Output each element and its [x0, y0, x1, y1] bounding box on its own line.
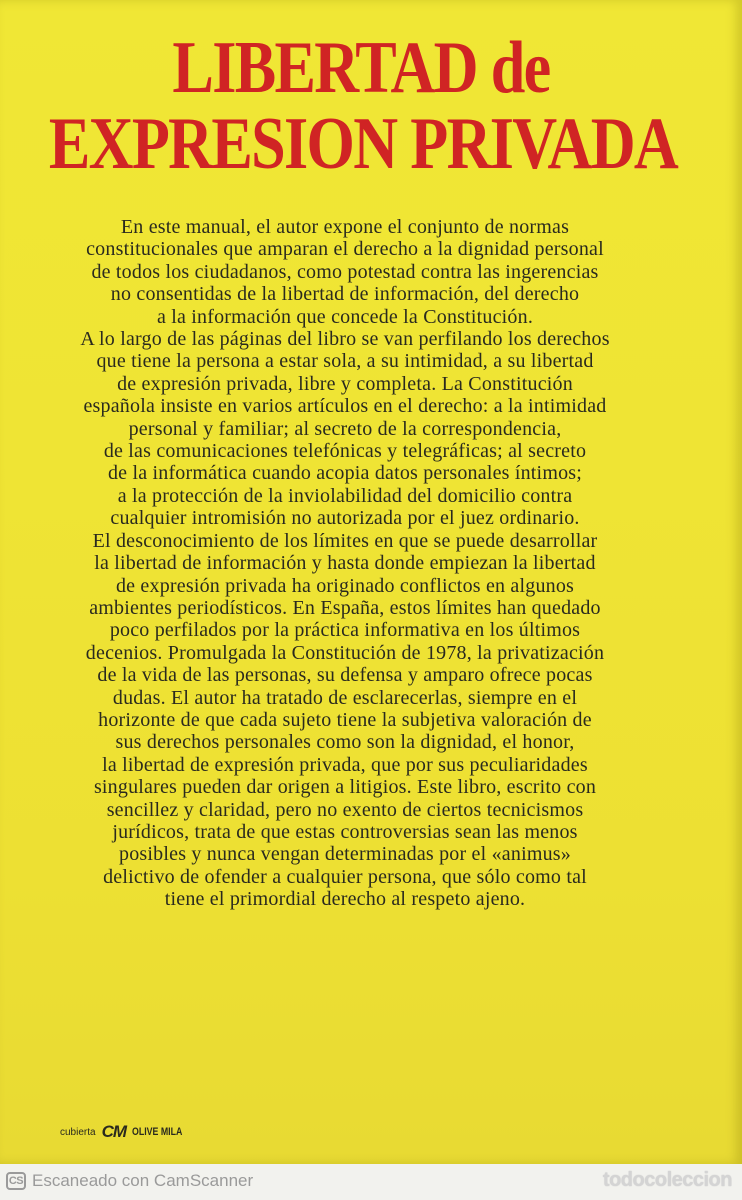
designer-logo: CM	[101, 1122, 127, 1141]
camscanner-text: Escaneado con CamScanner	[32, 1171, 254, 1190]
blurb-line: poco perfilados por la práctica informativa en los últimos	[109, 619, 581, 642]
designer-name: OLIVE MILA	[132, 1126, 183, 1138]
blurb-line: El desconocimiento de los límites en que se puede desarrollar	[92, 529, 598, 552]
blurb-line: a la protección de la inviolabilidad del domicilio contra	[117, 484, 573, 507]
blurb-line: En este manual, el autor expone el conjunto de normas	[120, 216, 570, 238]
blurb-line: española insiste en varios artículos en el derecho: a la intimidad	[83, 395, 607, 418]
blurb-line: A lo largo de las páginas del libro se van perfilando los derechos	[80, 328, 610, 351]
blurb-line: de todos los ciudadanos, como potestad contra las ingerencias	[91, 260, 599, 283]
blurb-line: singulares pueden dar origen a litigios. Este libro, escrito con	[93, 776, 597, 799]
blurb-text	[20, 216, 670, 911]
blurb-line: ambientes periodísticos. En España, estos límites han quedado	[89, 596, 601, 619]
blurb-line: que tiene la persona a estar sola, a su intimidad, a su libertad	[96, 350, 594, 373]
blurb-line: de la vida de las personas, su defensa y amparo ofrece pocas	[97, 664, 593, 687]
cover-credit	[60, 1122, 195, 1142]
blurb-line: la libertad de expresión privada, que por sus peculiaridades	[102, 753, 588, 776]
camscanner-icon: CS	[6, 1172, 26, 1190]
blurb-line: constitucionales que amparan el derecho a la dignidad personal	[86, 238, 604, 261]
title-line-2: EXPRESION PRIVADA	[48, 103, 678, 185]
blurb-line: de las comunicaciones telefónicas y telegráficas; al secreto	[103, 440, 587, 463]
blurb-line: jurídicos, trata de que estas controversias sean las menos	[112, 820, 578, 843]
blurb-line: de la informática cuando acopia datos personales íntimos;	[107, 462, 583, 485]
credit-label: cubierta	[60, 1126, 96, 1138]
blurb-line: sencillez y claridad, pero no exento de ciertos tecnicismos	[106, 798, 584, 821]
blurb-line: cualquier intromisión no autorizada por el juez ordinario.	[110, 507, 580, 530]
blurb-line: de expresión privada, libre y completa. La Constitución	[117, 372, 573, 395]
blurb-line: personal y familiar; al secreto de la correspondencia,	[128, 417, 562, 440]
blurb-line: no consentidas de la libertad de información, del derecho	[110, 283, 580, 306]
blurb-line: a la información que concede la Constitución.	[156, 305, 534, 328]
blurb-line: tiene el primordial derecho al respeto ajeno.	[164, 888, 526, 911]
blurb-line: sus derechos personales como son la dignidad, el honor,	[115, 731, 575, 754]
blurb-line: dudas. El autor ha tratado de esclarecerlas, siempre en el	[112, 686, 578, 709]
book-title	[0, 27, 742, 185]
blurb-line: horizonte de que cada sujeto tiene la subjetiva valoración de	[98, 708, 592, 731]
blurb-line: delictivo de ofender a cualquier persona, que sólo como tal	[103, 865, 587, 888]
blurb-line: posibles y nunca vengan determinadas por el «animus»	[119, 843, 571, 866]
blurb-line: decenios. Promulgada la Constitución de 1978, la privatización	[85, 641, 605, 664]
blurb-line: de expresión privada ha originado conflictos en algunos	[115, 574, 575, 597]
watermark-todocoleccion: todocoleccion	[602, 1169, 732, 1191]
camscanner-badge	[6, 1171, 253, 1191]
title-line-1: LIBERTAD de	[172, 27, 550, 109]
blurb-line: la libertad de información y hasta donde empiezan la libertad	[94, 552, 596, 575]
